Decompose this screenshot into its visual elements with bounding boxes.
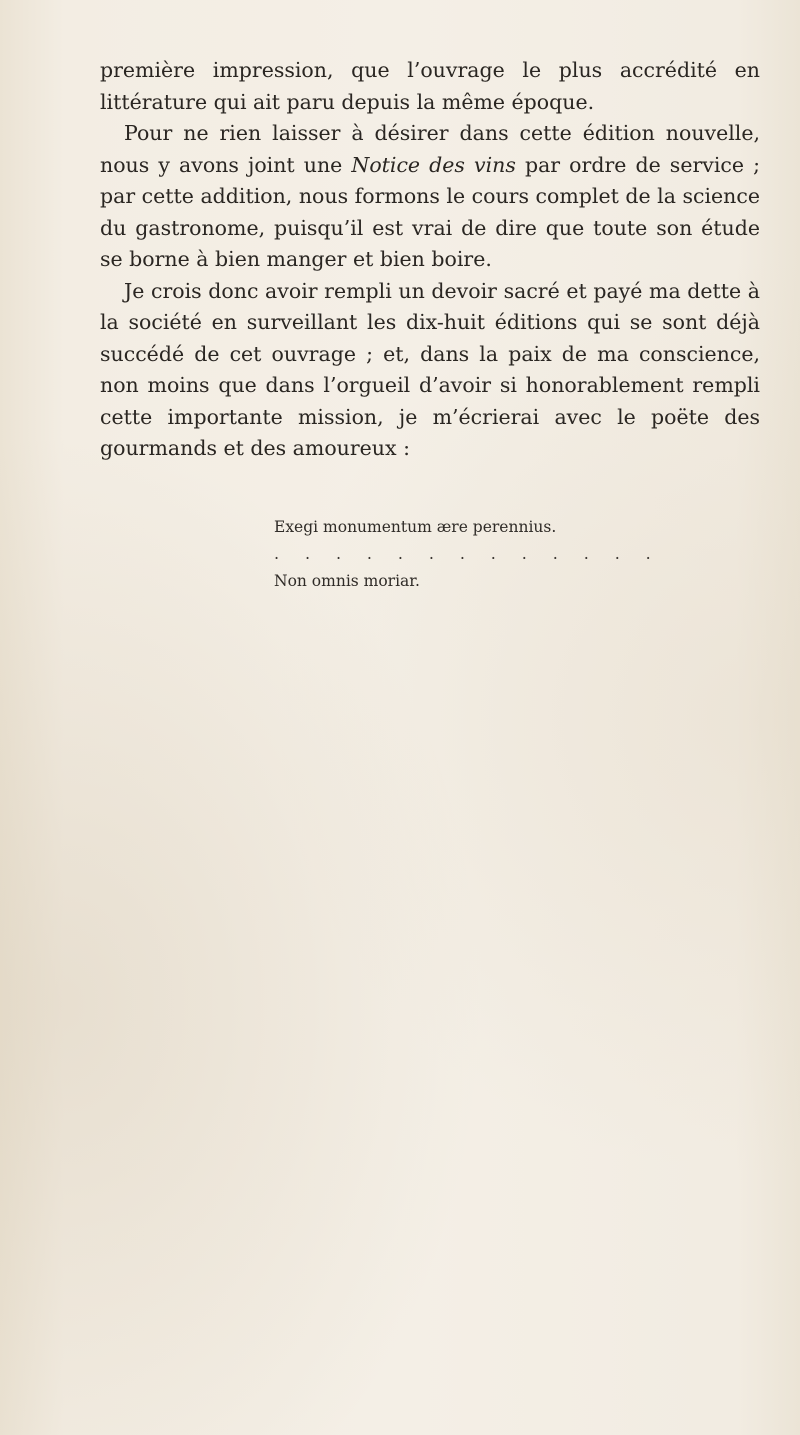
quote-line-2: Non omnis moriar. xyxy=(274,572,420,590)
quote-line-1: Exegi monumentum ære perennius. xyxy=(274,518,557,536)
paragraph-2 xyxy=(100,118,760,276)
paragraph-2-text-start: Pour ne rien laisser à désirer dans cette édition nouvelle, nous y avons joint une xyxy=(100,121,760,177)
paragraph-3 xyxy=(100,276,760,465)
paragraph-2-text-end: par ordre de service ; par cette addition, nous formons le cours complet de la science du gastronome, puisqu’il est vrai de dire que toute son étude se borne à bien manger et bien boire. xyxy=(100,152,760,271)
latin-quote xyxy=(274,516,661,592)
paragraph-1-text: première impression, que l’ouvrage le plus accrédité en littérature qui ait paru depuis la même époque. xyxy=(100,58,760,114)
quote-ellipsis: . . . . . . . . . . . . . xyxy=(274,544,662,563)
notice-des-vins-title: Notice des vins xyxy=(351,152,516,177)
paragraph-3-text: Je crois donc avoir rempli un devoir sacré et payé ma dette à la société en surveillant les dix-huit éditions qui se sont déjà succédé de cet ouvrage ; et, dans la paix de ma conscience, non moins que dans l’orgueil d’avoir si honorablement rempli cette importante mission, je m’écrierai avec le poëte des gourmands et des amoureux : xyxy=(100,278,760,460)
paragraph-1 xyxy=(100,55,760,118)
body-text xyxy=(100,55,760,465)
